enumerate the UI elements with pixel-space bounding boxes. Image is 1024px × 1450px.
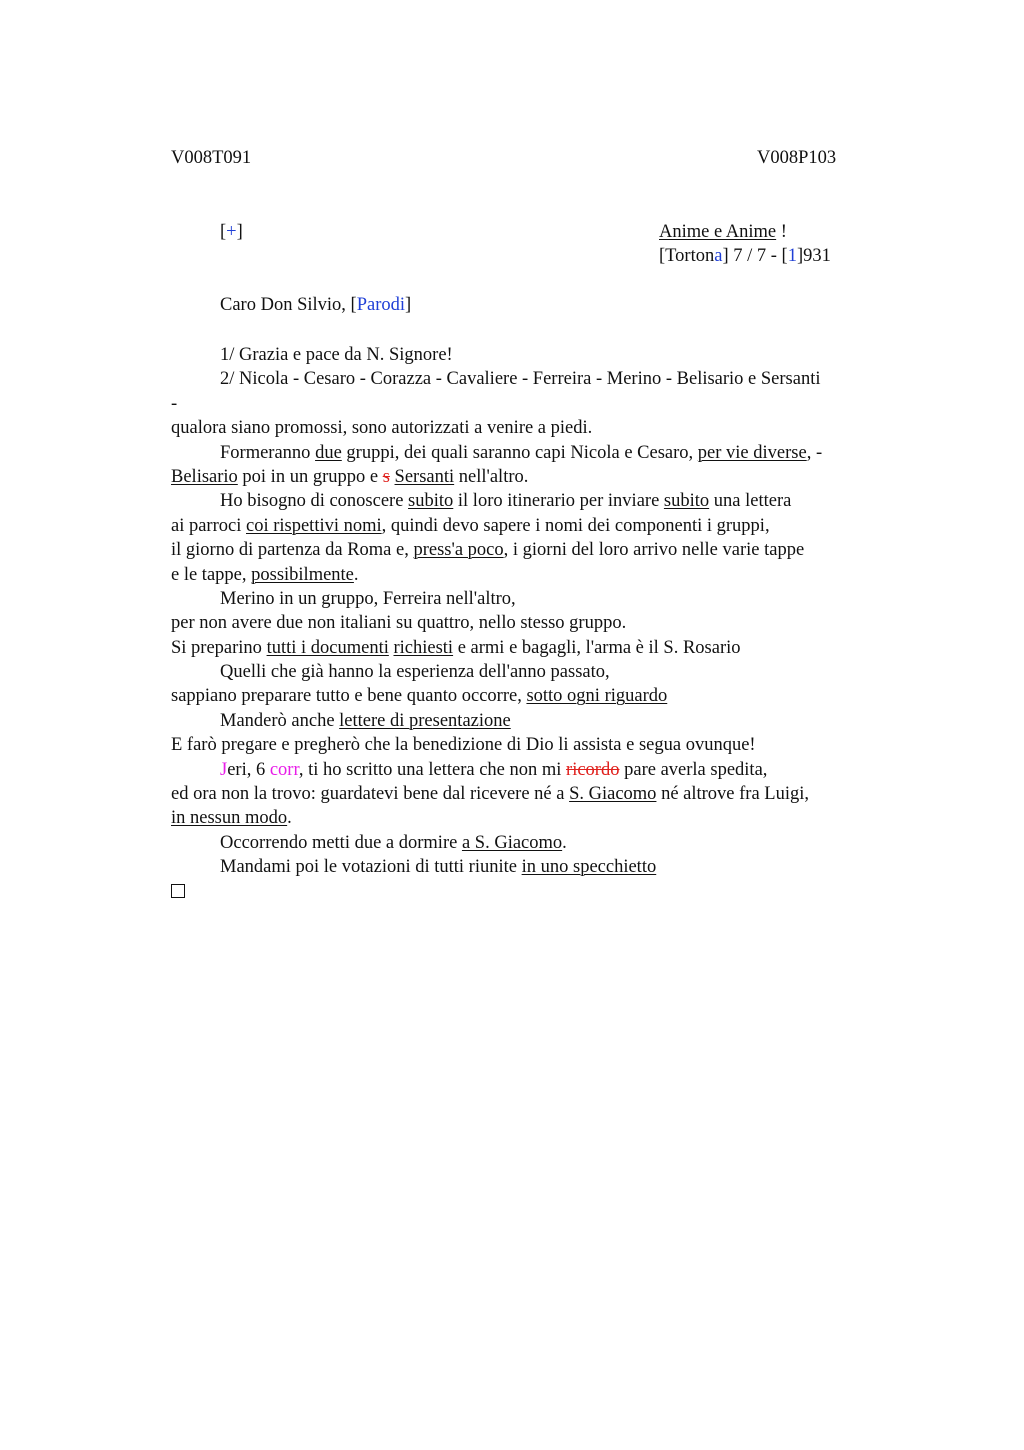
place-mid: ] 7 / 7 - [ bbox=[722, 246, 788, 266]
body-line-17: E farò pregare e pregherò che la benedizione di Dio li assista e segua ovunque! bbox=[171, 735, 756, 756]
text-span: Formeranno bbox=[220, 442, 316, 463]
salutation-name: Parodi bbox=[356, 295, 406, 315]
underlined-span: Sersanti bbox=[394, 466, 455, 487]
heading-tail: ! bbox=[776, 222, 787, 242]
letter-heading bbox=[659, 221, 787, 243]
text-span: . bbox=[353, 564, 359, 585]
underlined-span: lettere di presentazione bbox=[339, 710, 511, 731]
deleted-span: s bbox=[382, 466, 390, 487]
underlined-span: a S. Giacomo bbox=[461, 832, 563, 853]
body-line-8 bbox=[171, 514, 931, 538]
corrected-span: corr bbox=[269, 759, 299, 780]
underlined-span: tutti i documenti bbox=[266, 637, 389, 658]
corrected-span: J bbox=[220, 759, 228, 780]
body-line-22 bbox=[171, 855, 931, 879]
salutation bbox=[220, 294, 411, 316]
underlined-span: per vie diverse bbox=[697, 442, 807, 463]
text-span: il giorno di partenza da Roma e, bbox=[171, 540, 414, 561]
body-line-13 bbox=[171, 636, 931, 660]
body-line-21 bbox=[171, 831, 931, 855]
text-span: , i giorni del loro arrivo nelle varie tappe bbox=[503, 540, 805, 561]
underlined-span: due bbox=[315, 442, 342, 463]
text-span: , quindi devo sapere i nomi dei componenti i gruppi, bbox=[381, 515, 770, 536]
right-document-code: V008P103 bbox=[757, 148, 837, 168]
text-span: poi in un gruppo e bbox=[237, 466, 383, 487]
deleted-span: ricordo bbox=[566, 759, 620, 780]
body-line-14: Quelli che già hanno la esperienza dell'anno passato, bbox=[220, 662, 610, 683]
text-span: ed ora non la trovo: guardatevi bene dal ricevere né a bbox=[171, 784, 570, 805]
body-line-1: 1/ Grazia e pace da N. Signore! bbox=[220, 345, 453, 365]
underlined-span: possibilmente bbox=[251, 564, 354, 585]
body-line-9 bbox=[171, 538, 931, 562]
text-span: , - bbox=[806, 442, 823, 463]
left-document-code: V008T091 bbox=[171, 148, 252, 168]
underlined-span: subito bbox=[663, 491, 710, 512]
text-span: e le tappe, bbox=[171, 564, 252, 585]
text-span: una lettera bbox=[709, 491, 792, 512]
text-span: . bbox=[287, 808, 292, 829]
body-line-10 bbox=[171, 563, 931, 587]
text-span: e armi e bagagli, l'arma è il S. Rosario bbox=[453, 637, 741, 658]
body-line-4: qualora siano promossi, sono autorizzati a venire a piedi. bbox=[171, 418, 593, 439]
end-mark-line bbox=[171, 880, 931, 904]
body-line-20 bbox=[171, 806, 931, 830]
place-open: [Torton bbox=[659, 246, 715, 266]
place-added-letter: a bbox=[714, 246, 723, 266]
salutation-text: Caro Don Silvio, [ bbox=[220, 295, 357, 315]
underlined-span: in uno specchietto bbox=[521, 857, 657, 878]
underlined-span: richiesti bbox=[393, 637, 454, 658]
underlined-span: Belisario bbox=[171, 466, 238, 487]
body-line-15 bbox=[171, 684, 931, 708]
body-line-7 bbox=[171, 489, 931, 513]
body-line-12: per non avere due non italiani su quattro, nello stesso gruppo. bbox=[171, 613, 627, 634]
text-span: eri, 6 bbox=[227, 759, 270, 780]
text-span: Manderò anche bbox=[220, 710, 340, 731]
body-line-18 bbox=[171, 758, 931, 782]
text-span: ai parroci bbox=[171, 515, 246, 536]
text-span: né altrove fra Luigi, bbox=[656, 784, 809, 805]
place-date-line bbox=[659, 245, 831, 267]
body-line-6 bbox=[171, 465, 931, 489]
text-span: Occorrendo metti due a dormire bbox=[220, 832, 462, 853]
body-line-11: Merino in un gruppo, Ferreira nell'altro, bbox=[220, 588, 516, 609]
body-line-16 bbox=[171, 709, 931, 733]
underlined-span: subito bbox=[408, 491, 454, 512]
underlined-span: sotto ogni riguardo bbox=[526, 686, 668, 707]
year-added-digit: 1 bbox=[787, 246, 797, 266]
body-line-19 bbox=[171, 782, 931, 806]
body-line-5 bbox=[171, 441, 931, 465]
cross-open: [ bbox=[220, 222, 227, 242]
letter-body bbox=[171, 343, 931, 904]
year-tail: ]931 bbox=[796, 246, 831, 266]
cross-icon: + bbox=[226, 222, 237, 242]
cross-mark bbox=[220, 221, 243, 243]
underlined-span: S. Giacomo bbox=[569, 784, 657, 805]
underlined-span: in nessun modo bbox=[171, 808, 288, 829]
text-span: nell'altro. bbox=[454, 466, 529, 487]
heading-underlined: Anime e Anime bbox=[659, 222, 777, 242]
underlined-span: coi rispettivi nomi bbox=[246, 515, 382, 536]
text-span: . bbox=[562, 832, 567, 853]
text-span: il loro itinerario per inviare bbox=[453, 491, 664, 512]
text-span: sappiano preparare tutto e bene quanto occorre, bbox=[171, 686, 527, 707]
checkbox-square-icon bbox=[171, 884, 185, 898]
cross-close: ] bbox=[236, 222, 243, 242]
text-span: gruppi, dei quali saranno capi Nicola e Cesaro, bbox=[341, 442, 698, 463]
underlined-span: press'a poco bbox=[413, 540, 504, 561]
body-line-2: 2/ Nicola - Cesaro - Corazza - Cavaliere - Ferreira - Merino - Belisario e Sersanti bbox=[220, 369, 821, 390]
text-span: pare averla spedita, bbox=[619, 759, 768, 780]
text-span: , ti ho scritto una lettera che non mi bbox=[298, 759, 567, 780]
text-span: Mandami poi le votazioni di tutti riunite bbox=[220, 857, 522, 878]
salutation-close: ] bbox=[405, 295, 412, 315]
text-span: Si preparino bbox=[171, 637, 267, 658]
body-line-3: - bbox=[171, 393, 178, 414]
text-span: Ho bisogno di conoscere bbox=[220, 491, 409, 512]
